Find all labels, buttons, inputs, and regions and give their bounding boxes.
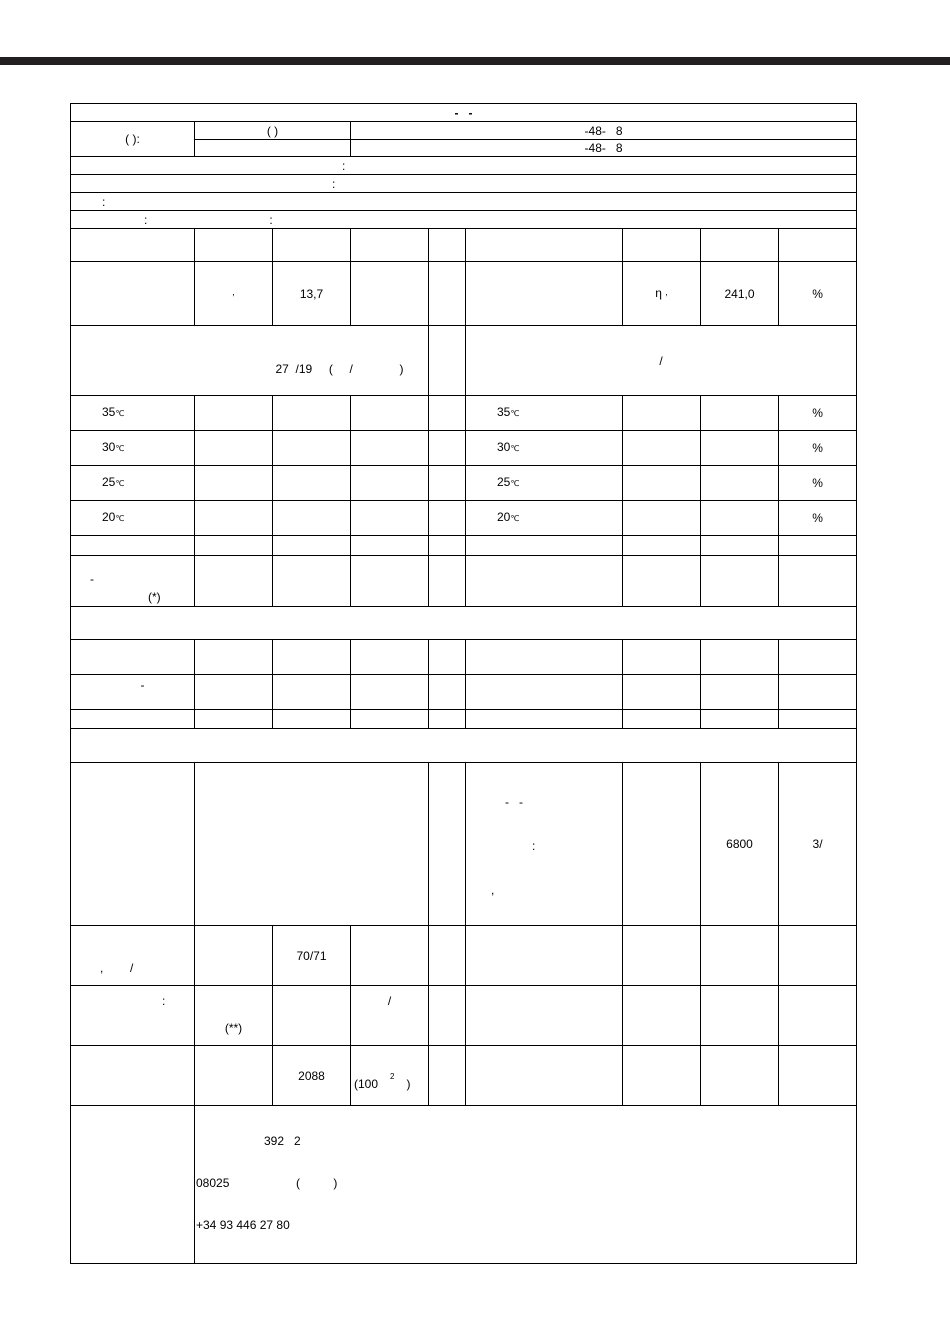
airflow-label: - - : , — [466, 763, 623, 926]
info-row-3: : — [71, 193, 857, 211]
gwp-unit: $(100^2)$ — [351, 1046, 429, 1106]
section-row-2 — [71, 729, 857, 763]
refrigerant-label: : — [71, 986, 195, 1046]
temp-unit-25: % — [779, 466, 857, 501]
refrigerant-slash: / — [351, 986, 429, 1046]
noise-label: , / — [71, 926, 195, 986]
temp-unit-35: % — [779, 396, 857, 431]
refrigerant-note: (**) — [195, 986, 273, 1046]
conditions-left: 27 /19 ( / ) — [71, 326, 429, 396]
info-row-2: : — [71, 175, 857, 193]
airflow-left-merged — [195, 763, 429, 926]
info-row-1: : — [71, 157, 857, 175]
temp-unit-30: % — [779, 431, 857, 466]
temp-right-25: 25℃ — [466, 466, 623, 501]
model-sub-label-2 — [195, 140, 351, 157]
address-block: 392 2 08025 ( ) +34 93 446 27 80 — [195, 1106, 857, 1264]
temp-right-35: 35℃ — [466, 396, 623, 431]
temp-left-30: 30℃ — [71, 431, 195, 466]
note-label: - (*) — [71, 556, 195, 607]
top-rule — [0, 57, 950, 65]
gwp-value: 2088 — [273, 1046, 351, 1106]
sheet-title: - - — [71, 104, 857, 122]
capacity-unit: , — [195, 262, 273, 326]
info-row-4: : : — [71, 211, 857, 229]
noise-value: 70/71 — [273, 926, 351, 986]
dash-label: - — [71, 675, 195, 710]
model-value-1: -48- 8 — [351, 122, 857, 140]
section-row-1 — [71, 607, 857, 640]
eer-symbol: η , — [623, 262, 701, 326]
product-info-sheet — [70, 103, 857, 1264]
temp-left-35: 35℃ — [71, 396, 195, 431]
capacity-value: 13,7 — [273, 262, 351, 326]
address-label — [71, 1106, 195, 1264]
temp-left-25: 25℃ — [71, 466, 195, 501]
model-value-2: -48- 8 — [351, 140, 857, 157]
temp-left-20: 20℃ — [71, 501, 195, 536]
model-label: ( ): — [71, 122, 195, 157]
temp-right-20: 20℃ — [466, 501, 623, 536]
conditions-right: / — [466, 326, 857, 396]
eer-unit: % — [779, 262, 857, 326]
airflow-unit: 3/ — [779, 763, 857, 926]
capacity-label — [71, 262, 195, 326]
temp-right-30: 30℃ — [466, 431, 623, 466]
model-sub-label: ( ) — [195, 122, 351, 140]
airflow-value: 6800 — [701, 763, 779, 926]
eer-value: 241,0 — [701, 262, 779, 326]
temp-unit-20: % — [779, 501, 857, 536]
